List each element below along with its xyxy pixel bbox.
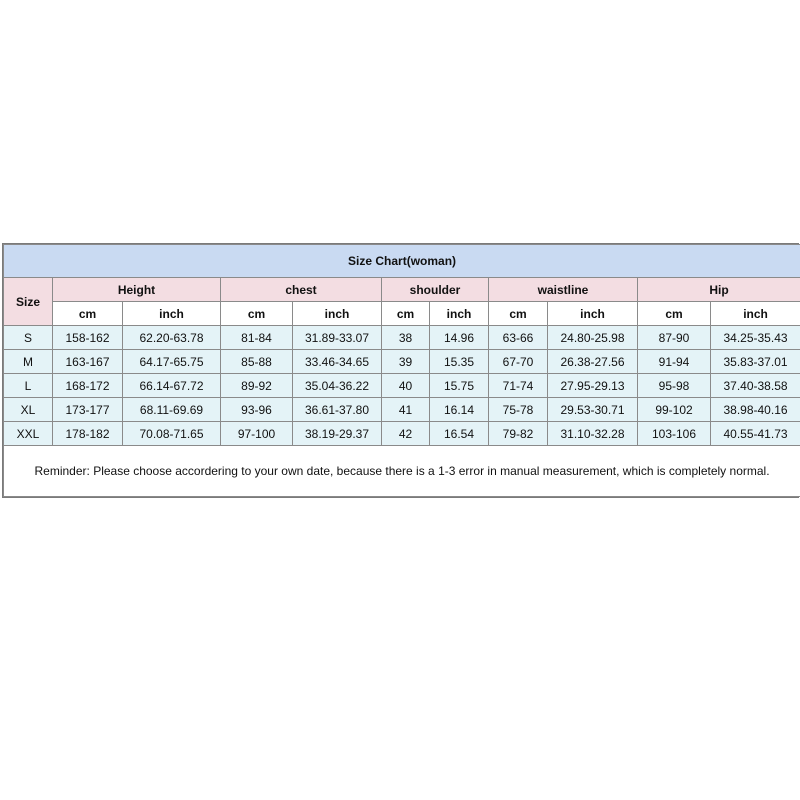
hip-inch-cell: 35.83-37.01: [711, 350, 800, 374]
height-cm-cell: 163-167: [53, 350, 123, 374]
height-inch-header: inch: [123, 302, 221, 326]
size-cell: M: [4, 350, 53, 374]
chest-inch-cell: 38.19-29.37: [293, 422, 382, 446]
chest-cm-cell: 81-84: [221, 326, 293, 350]
shoulder-inch-cell: 16.54: [430, 422, 489, 446]
chest-inch-header: inch: [293, 302, 382, 326]
hip-cm-cell: 87-90: [638, 326, 711, 350]
size-chart: [2, 243, 799, 498]
chest-inch-cell: 33.46-34.65: [293, 350, 382, 374]
hip-cm-cell: 99-102: [638, 398, 711, 422]
shoulder-header: shoulder: [382, 278, 489, 302]
chest-header: chest: [221, 278, 382, 302]
height-inch-cell: 64.17-65.75: [123, 350, 221, 374]
title-row: [4, 245, 800, 278]
hip-inch-cell: 38.98-40.16: [711, 398, 800, 422]
waistline-cm-cell: 71-74: [489, 374, 548, 398]
waistline-inch-header: inch: [548, 302, 638, 326]
hip-cm-header: cm: [638, 302, 711, 326]
hip-cm-cell: 103-106: [638, 422, 711, 446]
table-row: [4, 326, 800, 350]
chest-cm-header: cm: [221, 302, 293, 326]
waistline-cm-header: cm: [489, 302, 548, 326]
table-row: [4, 398, 800, 422]
height-cm-cell: 158-162: [53, 326, 123, 350]
shoulder-inch-cell: 14.96: [430, 326, 489, 350]
waistline-cm-cell: 79-82: [489, 422, 548, 446]
size-cell: L: [4, 374, 53, 398]
chest-cm-cell: 85-88: [221, 350, 293, 374]
waistline-inch-cell: 29.53-30.71: [548, 398, 638, 422]
hip-cm-cell: 91-94: [638, 350, 711, 374]
chart-title: Size Chart(woman): [4, 245, 800, 278]
chest-cm-cell: 89-92: [221, 374, 293, 398]
unit-header-row: [4, 302, 800, 326]
height-inch-cell: 70.08-71.65: [123, 422, 221, 446]
hip-cm-cell: 95-98: [638, 374, 711, 398]
waistline-cm-cell: 67-70: [489, 350, 548, 374]
table-row: [4, 422, 800, 446]
waistline-inch-cell: 24.80-25.98: [548, 326, 638, 350]
chest-cm-cell: 93-96: [221, 398, 293, 422]
size-column-header: Size: [4, 278, 53, 326]
hip-inch-cell: 37.40-38.58: [711, 374, 800, 398]
table-row: [4, 374, 800, 398]
shoulder-cm-cell: 38: [382, 326, 430, 350]
height-inch-cell: 68.11-69.69: [123, 398, 221, 422]
size-cell: XL: [4, 398, 53, 422]
hip-inch-header: inch: [711, 302, 800, 326]
height-inch-cell: 66.14-67.72: [123, 374, 221, 398]
shoulder-inch-cell: 15.75: [430, 374, 489, 398]
waistline-inch-cell: 26.38-27.56: [548, 350, 638, 374]
shoulder-cm-cell: 41: [382, 398, 430, 422]
table-row: [4, 350, 800, 374]
size-cell: XXL: [4, 422, 53, 446]
chest-inch-cell: 35.04-36.22: [293, 374, 382, 398]
shoulder-inch-cell: 16.14: [430, 398, 489, 422]
shoulder-inch-cell: 15.35: [430, 350, 489, 374]
waistline-cm-cell: 63-66: [489, 326, 548, 350]
reminder-text: Reminder: Please choose accordering to your own date, because there is a 1-3 error in manual measurement, which is completely normal.: [4, 446, 800, 497]
waistline-inch-cell: 31.10-32.28: [548, 422, 638, 446]
height-cm-cell: 178-182: [53, 422, 123, 446]
hip-header: Hip: [638, 278, 800, 302]
size-cell: S: [4, 326, 53, 350]
waistline-header: waistline: [489, 278, 638, 302]
hip-inch-cell: 34.25-35.43: [711, 326, 800, 350]
size-table: [3, 244, 800, 497]
chest-inch-cell: 36.61-37.80: [293, 398, 382, 422]
shoulder-inch-header: inch: [430, 302, 489, 326]
shoulder-cm-cell: 39: [382, 350, 430, 374]
chest-cm-cell: 97-100: [221, 422, 293, 446]
height-inch-cell: 62.20-63.78: [123, 326, 221, 350]
waistline-inch-cell: 27.95-29.13: [548, 374, 638, 398]
height-header: Height: [53, 278, 221, 302]
reminder-row: [4, 446, 800, 497]
height-cm-header: cm: [53, 302, 123, 326]
chest-inch-cell: 31.89-33.07: [293, 326, 382, 350]
height-cm-cell: 168-172: [53, 374, 123, 398]
hip-inch-cell: 40.55-41.73: [711, 422, 800, 446]
group-header-row: [4, 278, 800, 302]
height-cm-cell: 173-177: [53, 398, 123, 422]
waistline-cm-cell: 75-78: [489, 398, 548, 422]
shoulder-cm-cell: 40: [382, 374, 430, 398]
shoulder-cm-cell: 42: [382, 422, 430, 446]
shoulder-cm-header: cm: [382, 302, 430, 326]
